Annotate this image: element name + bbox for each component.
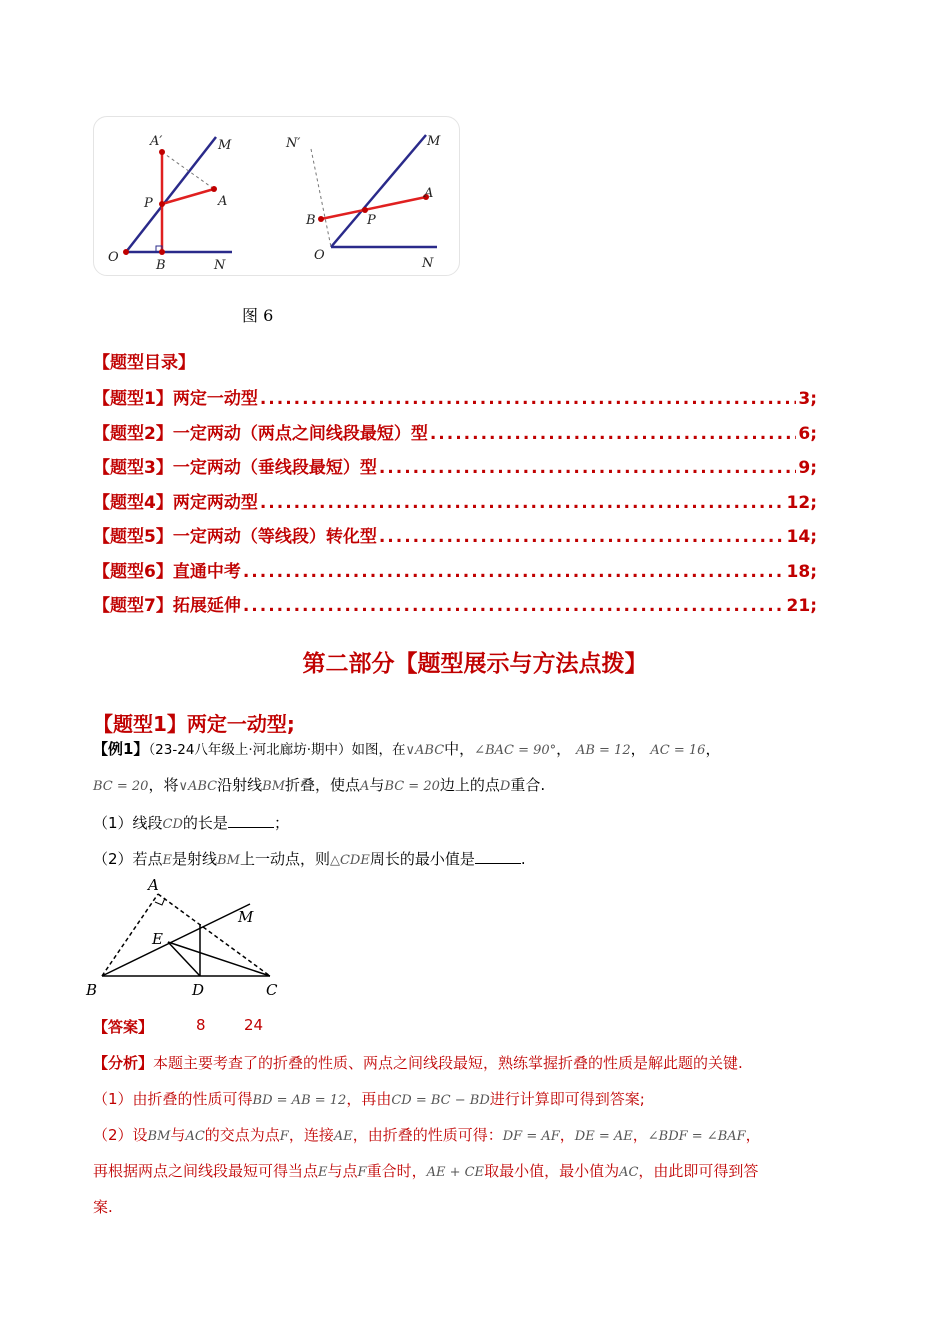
label-o: O	[108, 250, 119, 265]
math-f-2: F	[357, 1165, 367, 1180]
toc-leader-dots	[260, 389, 797, 409]
example-tag: 【例1】	[93, 740, 149, 758]
text: ，	[559, 1126, 575, 1144]
label-p-right: P	[367, 213, 376, 228]
answer-tag: 【答案】	[93, 1018, 154, 1036]
toc-leader-dots	[243, 562, 785, 582]
math-de-ae: DE = AE	[574, 1129, 633, 1144]
text: ，	[556, 740, 572, 758]
text: 再根据两点之间线段最短可得当点	[93, 1162, 319, 1180]
label-a-prime: A′	[150, 134, 163, 149]
toc-item-page: 6;	[798, 423, 817, 444]
math-f: F	[279, 1129, 289, 1144]
section-title: 【题型1】两定一动型;	[93, 712, 295, 736]
text: 的交点为点	[204, 1126, 280, 1144]
math-bm-3: BM	[147, 1129, 171, 1144]
text: 重合时，	[366, 1162, 427, 1180]
toc-item-label: 【题型6】直通中考	[93, 561, 241, 582]
math-angle-bac: ∠BAC = 90°	[474, 743, 557, 758]
text: 的长是	[182, 814, 228, 832]
text: （2）设	[93, 1126, 148, 1144]
example-source: （23-24八年级上·河北廊坊·期中）如图，在	[148, 742, 406, 758]
text: ，由折叠的性质可得：	[352, 1126, 503, 1144]
text: ，由此即可得到答	[638, 1162, 759, 1180]
analysis-intro	[93, 1052, 743, 1073]
answer-value-1: 8	[196, 1016, 206, 1034]
part-title: 第二部分【题型展示与方法点拨】	[302, 651, 648, 677]
toc-item-label: 【题型5】一定两动（等线段）转化型	[93, 527, 377, 547]
label-a-right: A	[424, 186, 434, 201]
text: ；	[273, 814, 289, 832]
toc-item[interactable]	[93, 488, 817, 513]
toc-item-page: 9;	[798, 458, 817, 478]
toc-item[interactable]	[93, 453, 817, 478]
label-n-right: N	[422, 256, 434, 271]
text: 沿射线	[217, 776, 263, 794]
analysis-part-4: 案.	[93, 1198, 113, 1216]
answer-blank-2[interactable]	[475, 849, 521, 864]
text: 与	[170, 1126, 186, 1144]
math-bc: BC = 20	[93, 779, 149, 794]
text: ，	[745, 1126, 761, 1144]
answer-blank-1[interactable]	[228, 813, 274, 828]
text: ，连接	[288, 1126, 334, 1144]
math-angle-bdf: ∠BDF = ∠BAF	[647, 1129, 746, 1144]
toc-title: 【题型目录】	[93, 353, 195, 373]
figure-6	[94, 117, 459, 275]
question-1	[93, 812, 289, 833]
toc-item-page: 14;	[786, 527, 817, 547]
analysis-part-3	[93, 1160, 758, 1181]
example-line-2	[93, 774, 545, 795]
diagram-label-m: M	[238, 908, 254, 926]
text: 中，	[444, 740, 475, 758]
math-cd-bc-bd: CD = BC − BD	[391, 1093, 490, 1108]
math-ae-ce: AE + CE	[426, 1165, 485, 1180]
toc-item-page: 18;	[786, 561, 817, 582]
text: ，	[630, 740, 646, 758]
diagram-label-d: D	[192, 981, 205, 999]
text: （2）若点	[93, 850, 163, 868]
question-2	[93, 848, 526, 869]
label-o-right: O	[314, 248, 325, 263]
text: ，	[705, 740, 721, 758]
math-bm: BM	[262, 779, 286, 794]
text: 本题主要考查了的折叠的性质、两点之间线段最短，熟练掌握折叠的性质是解此题的关键.	[153, 1054, 743, 1072]
math-tri-cde: △CDE	[329, 853, 370, 868]
math-df-af: DF = AF	[502, 1129, 560, 1144]
text: 与	[369, 776, 385, 794]
toc-item[interactable]	[93, 557, 817, 582]
toc-item-page: 12;	[786, 492, 817, 513]
text: 与点	[327, 1162, 358, 1180]
label-b-right: B	[306, 213, 316, 228]
math-tri-abc: ∨ABC	[405, 743, 445, 758]
label-n: N	[214, 258, 226, 273]
toc-item[interactable]	[93, 522, 817, 547]
toc-item-label: 【题型4】两定两动型	[93, 492, 258, 513]
text: 边上的点	[439, 776, 500, 794]
toc-item[interactable]	[93, 384, 817, 409]
diagram-label-c: C	[266, 981, 278, 999]
toc-item-page: 3;	[798, 389, 817, 409]
text: 周长的最小值是	[369, 850, 475, 868]
math-a: A	[360, 779, 370, 794]
toc-item[interactable]	[93, 419, 817, 444]
text: 进行计算即可得到答案;	[489, 1090, 645, 1108]
label-m: M	[218, 138, 232, 153]
toc-leader-dots	[379, 458, 797, 478]
text: （1）线段	[93, 814, 163, 832]
text: 上一动点，则	[239, 850, 330, 868]
text: ，将	[148, 776, 179, 794]
text: 是射线	[172, 850, 218, 868]
text: ，	[632, 1126, 648, 1144]
math-ac: AC = 16	[650, 743, 706, 758]
toc-leader-dots	[430, 424, 797, 444]
math-ab: AB = 12	[575, 743, 631, 758]
toc-item-label: 【题型1】两定一动型	[93, 389, 258, 409]
toc-leader-dots	[243, 596, 785, 616]
math-bm-2: BM	[217, 853, 240, 868]
diagram-label-b: B	[86, 981, 98, 999]
label-b: B	[156, 258, 166, 273]
toc-item-label: 【题型2】一定两动（两点之间线段最短）型	[93, 423, 428, 444]
example-diagram	[80, 874, 300, 1004]
label-p: P	[144, 196, 153, 211]
analysis-tag: 【分析】	[93, 1054, 154, 1072]
math-e-2: E	[318, 1165, 328, 1180]
math-cd: CD	[162, 817, 183, 832]
analysis-part-1	[93, 1088, 645, 1109]
answer-value-2: 24	[244, 1016, 264, 1034]
toc-item-label: 【题型3】一定两动（垂线段最短）型	[93, 458, 377, 478]
toc-item-page: 21;	[786, 596, 817, 616]
figure-6-right	[285, 134, 441, 271]
text: 重合.	[510, 776, 546, 794]
toc-leader-dots	[260, 493, 785, 513]
text: ，再由	[346, 1090, 392, 1108]
label-a: A	[218, 194, 228, 209]
math-bc-side: BC = 20	[384, 779, 440, 794]
diagram-label-a: A	[148, 876, 159, 894]
math-bd-ab: BD = AB = 12	[252, 1093, 347, 1108]
math-tri-abc-2: ∨ABC	[178, 779, 218, 794]
label-n-prime: N′	[286, 136, 301, 151]
figure-6-frame	[93, 116, 460, 276]
example-line-1	[93, 738, 720, 759]
figure-6-left	[108, 134, 232, 273]
math-ae: AE	[333, 1129, 353, 1144]
text: .	[520, 850, 526, 868]
toc-item-label: 【题型7】拓展延伸	[93, 596, 241, 616]
text: 取最小值，最小值为	[484, 1162, 620, 1180]
math-e: E	[162, 853, 173, 868]
math-d: D	[499, 779, 511, 794]
diagram-label-e: E	[152, 930, 163, 948]
text: 折叠，使点	[285, 776, 361, 794]
analysis-part-2	[93, 1124, 761, 1145]
math-ac-2: AC	[185, 1129, 205, 1144]
text: （1）由折叠的性质可得	[93, 1090, 253, 1108]
toc-item[interactable]	[93, 591, 817, 616]
math-ac-3: AC	[619, 1165, 639, 1180]
toc-leader-dots	[379, 527, 785, 547]
label-m-right: M	[427, 134, 441, 149]
figure-caption: 图 6	[242, 306, 274, 325]
